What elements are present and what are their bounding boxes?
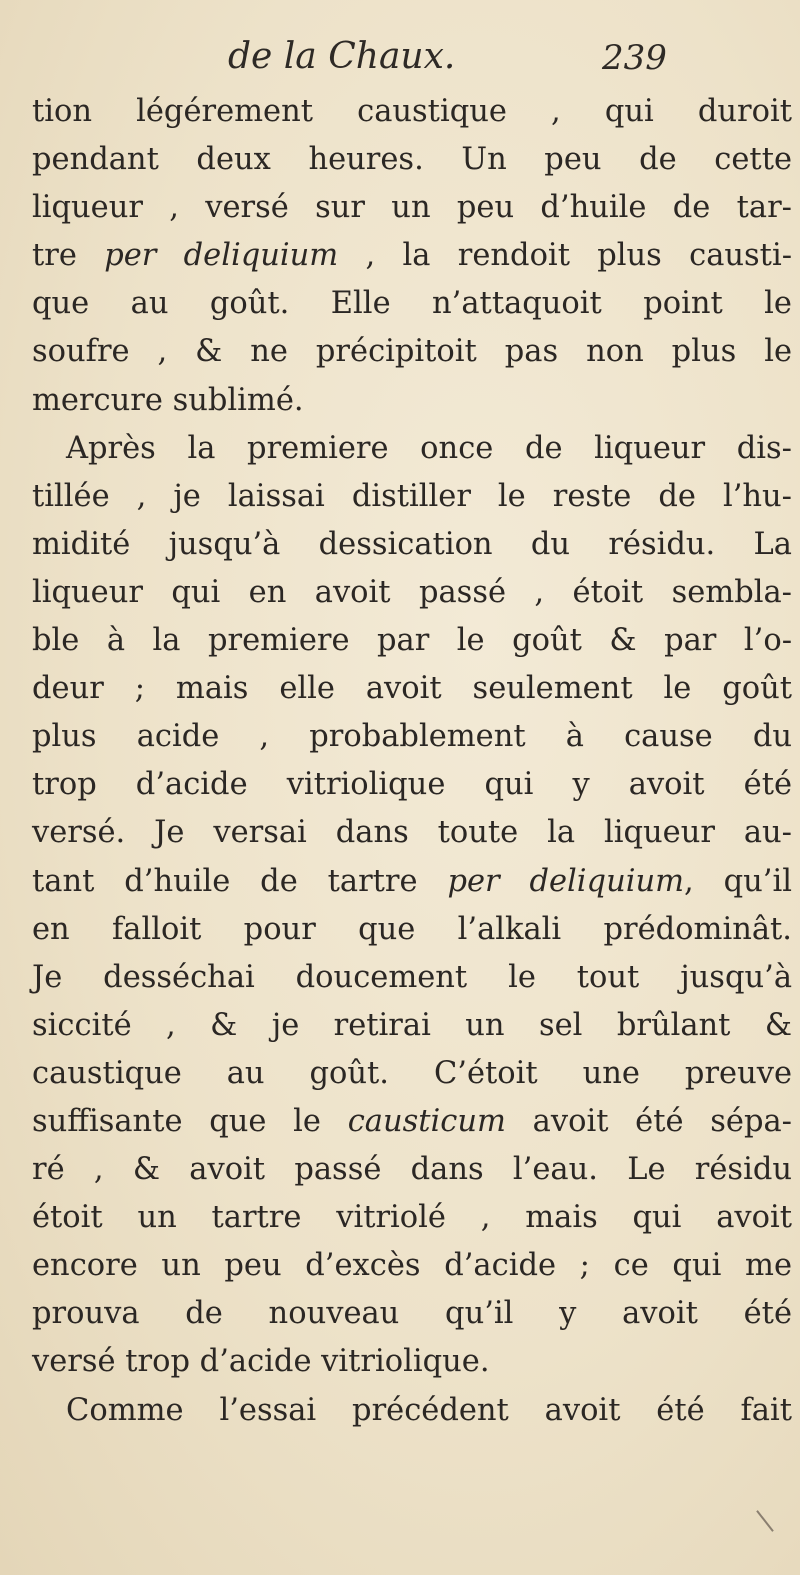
text-line: ré , & avoit passé dans l’eau. Le résidu — [32, 1152, 792, 1188]
italic-phrase: per deliquium — [104, 238, 339, 274]
text-line: ble à la premiere par le goût & par l’o- — [32, 623, 792, 659]
text-line: tant d’huile de tartre per deliquium, qu’il — [32, 863, 792, 899]
text-line: encore un peu d’excès d’acide ; ce qui me — [32, 1248, 792, 1284]
text-line: tre per deliquium , la rendoit plus causti- — [32, 238, 793, 274]
text-line: mercure sublimé. — [32, 382, 304, 418]
italic-phrase: causticum — [347, 1103, 506, 1139]
italic-phrase: per deliquium — [447, 863, 685, 899]
text-line: soufre , & ne précipitoit pas non plus le — [32, 334, 792, 370]
text-line: midité jusqu’à dessication du résidu. La — [32, 526, 792, 562]
text-line: trop d’acide vitriolique qui y avoit été — [32, 767, 792, 803]
text-line: liqueur , versé sur un peu d’huile de tar- — [32, 190, 792, 226]
text-line: tion légérement caustique , qui duroit — [32, 94, 792, 129]
text-line: Je desséchai doucement le tout jusqu’à — [32, 959, 792, 995]
text-line: plus acide , probablement à cause du — [32, 719, 792, 755]
text-line: étoit un tartre vitriolé , mais qui avoit — [32, 1200, 792, 1236]
text-line: pendant deux heures. Un peu de cette — [32, 142, 792, 178]
text-line: que au goût. Elle n’attaquoit point le — [32, 286, 792, 322]
text-line: versé. Je versai dans toute la liqueur au- — [32, 815, 792, 851]
text-line: en falloit pour que l’alkali prédominât. — [32, 911, 792, 947]
body-text — [32, 88, 792, 1435]
text-line: Après la premiere once de liqueur dis- — [66, 430, 792, 466]
running-title: de la Chaux. — [228, 36, 456, 77]
text-line: Comme l’essai précédent avoit été fait — [66, 1392, 792, 1428]
stray-mark — [756, 1510, 774, 1532]
text-line: siccité , & je retirai un sel brûlant & — [32, 1007, 792, 1043]
text-line: versé trop d’acide vitriolique. — [32, 1344, 490, 1380]
text-line: deur ; mais elle avoit seulement le goût — [32, 671, 792, 707]
text-line: prouva de nouveau qu’il y avoit été — [32, 1296, 792, 1332]
page-number: 239 — [602, 38, 667, 78]
page-header — [0, 36, 800, 90]
text-line: tillée , je laissai distiller le reste de l’hu- — [32, 478, 792, 514]
text-line: suffisante que le causticum avoit été sépa- — [32, 1103, 792, 1139]
text-line: liqueur qui en avoit passé , étoit sembla- — [32, 574, 792, 610]
text-line: caustique au goût. C’étoit une preuve — [32, 1055, 792, 1091]
